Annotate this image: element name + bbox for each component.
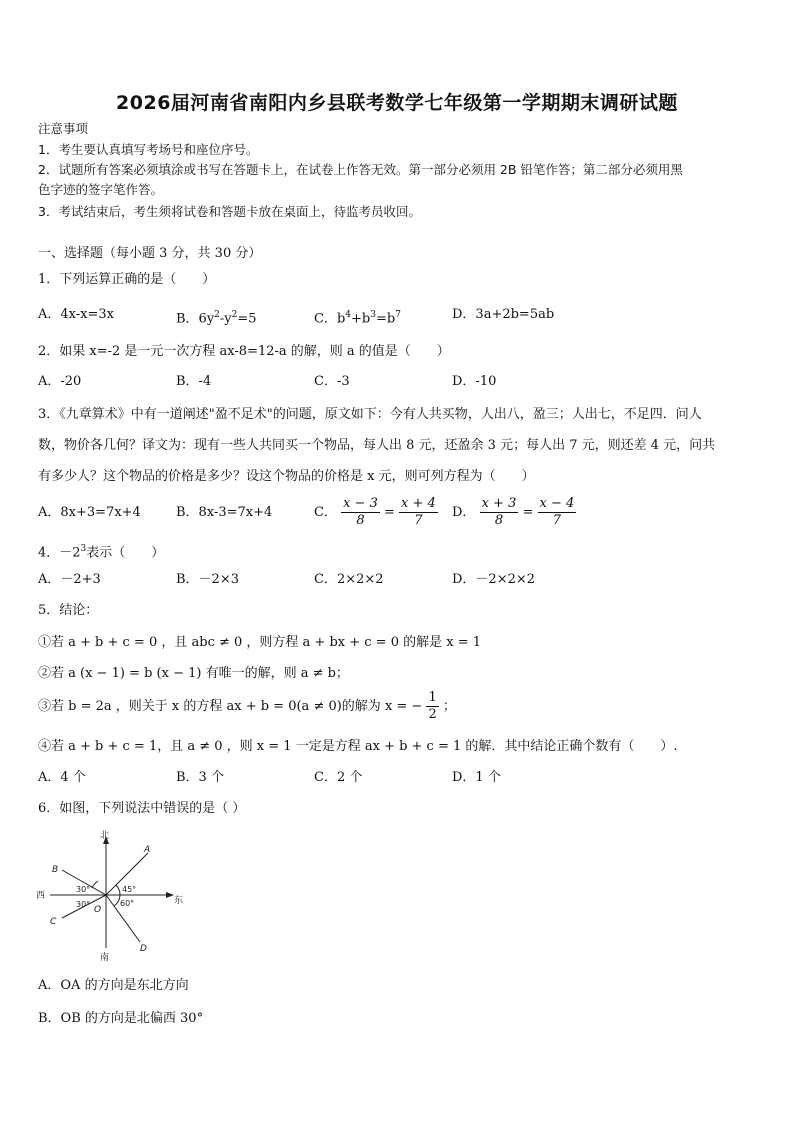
q5-option-c: C．2 个 xyxy=(314,770,363,785)
section-heading: 一、选择题（每小题 3 分，共 30 分） xyxy=(38,246,262,261)
q3-line1: 3．《九章算术》中有一道阐述"盈不足术"的问题，原文如下：今有人共买物，人出八，盈三；人出七，不足四．问人 xyxy=(38,407,702,422)
fraction-denominator: 2 xyxy=(428,707,437,722)
page-title: 2026届河南省南阳内乡县联考数学七年级第一学期期末调研试题 xyxy=(116,92,678,114)
note-3: 3．考试结束后，考生须将试卷和答题卡放在桌面上，待监考员收回。 xyxy=(38,204,421,219)
direction-diagram xyxy=(36,830,186,965)
angle-label-b: 30° xyxy=(76,885,91,894)
q3-option-b: B．8x-3=7x+4 xyxy=(176,505,273,520)
east-arrow-icon xyxy=(166,892,174,898)
q1-b-part: -y xyxy=(219,311,232,327)
q1-option-a: A．4x-x=3x xyxy=(38,307,114,322)
q3-d-fraction-right xyxy=(538,496,577,529)
q6-option-b: B．OB 的方向是北偏西 30° xyxy=(38,1011,204,1026)
angle-label-d: 60° xyxy=(120,899,135,908)
q4-stem-post: 表示（ ） xyxy=(86,545,165,561)
q4-option-c: C．2×2×2 xyxy=(314,572,384,587)
label-a: A xyxy=(144,845,151,855)
q2-stem: 2．如果 x=-2 是一元一次方程 ax-8=12-a 的解，则 a 的值是（ ） xyxy=(38,344,450,359)
label-south: 南 xyxy=(100,953,110,963)
q3-c-label: C． xyxy=(314,505,337,520)
label-o: O xyxy=(94,905,102,915)
equals-sign: = xyxy=(522,505,534,520)
q5-statement-3 xyxy=(38,689,456,725)
q1-c-part: C．b xyxy=(314,311,346,327)
q1-b-sup: 2 xyxy=(214,310,220,320)
q2-option-d: D．-10 xyxy=(452,374,497,389)
fraction-numerator: x + 3 xyxy=(481,496,517,511)
q3-option-a: A．8x+3=7x+4 xyxy=(38,505,141,520)
fraction-denominator: 7 xyxy=(414,513,423,528)
fraction-denominator: 8 xyxy=(356,513,365,528)
q5-s3-pre: ③若 b = 2a ，则关于 x 的方程 ax + b = 0(a ≠ 0)的解为 x = − xyxy=(38,699,423,714)
q4-stem xyxy=(38,539,164,563)
q1-c-sup: 4 xyxy=(345,310,352,320)
q1-b-part: B．6y xyxy=(176,311,215,327)
q1-b-sup: 2 xyxy=(231,310,238,320)
q1-option-d: D．3a+2b=5ab xyxy=(452,307,555,322)
q1-stem: 1．下列运算正确的是（ ） xyxy=(38,272,216,287)
q1-option-b xyxy=(176,305,257,329)
note-1: 1．考生要认真填写考场号和座位序号。 xyxy=(38,142,259,157)
q5-statement-1: ①若 a + b + c = 0 ，且 abc ≠ 0 ，则方程 a + bx + c = 0 的解是 x = 1 xyxy=(38,635,481,650)
note-2-line1: 2．试题所有答案必须填涂或书写在答题卡上，在试卷上作答无效。第一部分必须用 2B 铅笔作答；第二部分必须用黑 xyxy=(38,162,683,177)
q5-s3-post: ； xyxy=(442,699,456,714)
q3-line2: 数，物价各几何？译文为：现有一些人共同买一个物品，每人出 8 元，还盈余 3 元；每人出 7 元，则还差 4 元，问共 xyxy=(38,438,716,453)
q5-statement-4: ④若 a + b + c = 1，且 a ≠ 0 ，则 x = 1 一定是方程 ax + b + c = 1 的解．其中结论正确个数有（ ）. xyxy=(38,739,678,754)
q6-option-a: A．OA 的方向是东北方向 xyxy=(38,978,189,993)
q2-option-c: C．-3 xyxy=(314,374,350,389)
fraction-denominator: 8 xyxy=(494,513,504,528)
label-east: 东 xyxy=(174,896,184,906)
q5-stem: 5．结论： xyxy=(38,603,99,618)
q1-c-part: =b xyxy=(375,311,396,327)
label-west: 西 xyxy=(36,891,46,901)
fraction-numerator: x − 4 xyxy=(539,496,575,511)
angle-arc-a xyxy=(116,885,120,895)
label-d: D xyxy=(140,944,147,954)
q3-option-d xyxy=(452,493,576,533)
label-north: 北 xyxy=(100,831,110,841)
label-b: B xyxy=(52,865,59,875)
label-c: C xyxy=(50,917,57,927)
q1-option-c xyxy=(314,305,401,329)
q3-option-c xyxy=(314,493,438,533)
q4-stem-sup: 3 xyxy=(80,544,87,554)
q3-d-label: D． xyxy=(452,505,476,520)
notes-heading: 注意事项 xyxy=(38,121,89,136)
q5-statement-2: ②若 a (x − 1) = b (x − 1) 有唯一的解，则 a ≠ b； xyxy=(38,666,349,681)
fraction-numerator: 1 xyxy=(428,690,437,705)
q3-d-fraction-left xyxy=(480,496,519,529)
angle-label-c: 30° xyxy=(76,900,91,909)
q3-c-fraction-right xyxy=(399,496,438,529)
q1-c-sup: 7 xyxy=(395,310,401,320)
q4-option-b: B．－2×3 xyxy=(176,572,239,587)
q1-c-part: +b xyxy=(351,311,371,327)
fraction-numerator: x + 4 xyxy=(401,496,436,511)
q2-option-b: B．-4 xyxy=(176,374,212,389)
q5-option-b: B．3 个 xyxy=(176,770,224,785)
q3-line3: 有多少人？这个物品的价格是多少？设这个物品的价格是 x 元，则可列方程为（ ） xyxy=(38,469,535,484)
q4-option-d: D．－2×2×2 xyxy=(452,572,536,587)
fraction-numerator: x − 3 xyxy=(343,496,378,511)
q5-option-d: D．1 个 xyxy=(452,770,501,785)
q5-s3-fraction xyxy=(426,690,438,723)
angle-arc-b xyxy=(92,881,98,888)
q1-c-sup: 3 xyxy=(370,310,376,320)
fraction-denominator: 7 xyxy=(552,513,562,528)
q1-b-part: =5 xyxy=(237,311,257,327)
angle-label-a: 45° xyxy=(122,885,137,894)
q4-option-a: A．－2+3 xyxy=(38,572,101,587)
q2-option-a: A．-20 xyxy=(38,374,82,389)
q3-c-fraction-left xyxy=(341,496,380,529)
q5-option-a: A．4 个 xyxy=(38,770,86,785)
q4-stem-pre: 4．－2 xyxy=(38,545,81,561)
q6-stem: 6．如图，下列说法中错误的是（ ） xyxy=(38,801,246,816)
note-2-line2: 色字迹的签字笔作答。 xyxy=(38,182,164,197)
equals-sign: = xyxy=(384,505,395,520)
